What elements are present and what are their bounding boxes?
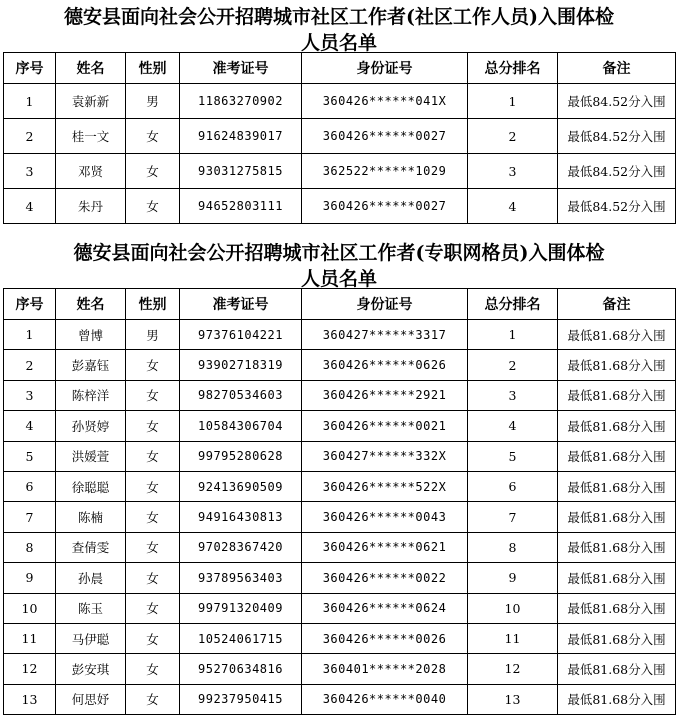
- cell-col-rank: 1: [468, 84, 558, 119]
- header-col-id-number: 身份证号: [302, 289, 468, 320]
- cell-col-gender: 女: [126, 154, 180, 189]
- cell-col-rank: 11: [468, 623, 558, 653]
- header-col-exam-number: 准考证号: [180, 289, 302, 320]
- cell-col-rank: 13: [468, 684, 558, 714]
- cell-col-seq: 13: [4, 684, 56, 714]
- cell-col-gender: 女: [126, 654, 180, 684]
- header-col-rank: 总分排名: [468, 53, 558, 84]
- cell-col-remark: 最低81.68分入围: [558, 320, 676, 350]
- cell-col-name: 徐聪聪: [56, 471, 126, 501]
- cell-col-name: 查倩雯: [56, 532, 126, 562]
- table-row: [4, 320, 676, 350]
- table-row: [4, 84, 676, 119]
- cell-col-remark: 最低81.68分入围: [558, 593, 676, 623]
- cell-col-exam-number: 95270634816: [180, 654, 302, 684]
- cell-col-remark: 最低81.68分入围: [558, 684, 676, 714]
- cell-col-rank: 3: [468, 154, 558, 189]
- cell-col-seq: 4: [4, 189, 56, 224]
- table-row: [4, 411, 676, 441]
- cell-col-name: 洪媛萱: [56, 441, 126, 471]
- cell-col-id-number: 360401******2028: [302, 654, 468, 684]
- cell-col-id-number: 360426******0043: [302, 502, 468, 532]
- cell-col-remark: 最低84.52分入围: [558, 84, 676, 119]
- cell-col-remark: 最低84.52分入围: [558, 119, 676, 154]
- cell-col-seq: 2: [4, 119, 56, 154]
- cell-col-id-number: 360426******2921: [302, 380, 468, 410]
- cell-col-rank: 6: [468, 471, 558, 501]
- header-col-seq: 序号: [4, 53, 56, 84]
- cell-col-id-number: 360426******041X: [302, 84, 468, 119]
- header-col-remark: 备注: [558, 289, 676, 320]
- header-col-name: 姓名: [56, 53, 126, 84]
- cell-col-seq: 5: [4, 441, 56, 471]
- header-col-rank: 总分排名: [468, 289, 558, 320]
- cell-col-seq: 12: [4, 654, 56, 684]
- cell-col-exam-number: 92413690509: [180, 471, 302, 501]
- cell-col-id-number: 360427******332X: [302, 441, 468, 471]
- header-col-id-number: 身份证号: [302, 53, 468, 84]
- cell-col-name: 彭嘉钰: [56, 350, 126, 380]
- cell-col-name: 何思妤: [56, 684, 126, 714]
- header-col-name: 姓名: [56, 289, 126, 320]
- candidate-table: [3, 52, 676, 224]
- cell-col-id-number: 360426******0026: [302, 623, 468, 653]
- cell-col-gender: 女: [126, 593, 180, 623]
- cell-col-exam-number: 10524061715: [180, 623, 302, 653]
- cell-col-exam-number: 97028367420: [180, 532, 302, 562]
- table-row: [4, 119, 676, 154]
- table-row: [4, 593, 676, 623]
- cell-col-exam-number: 98270534603: [180, 380, 302, 410]
- section-grid-workers: [0, 236, 678, 715]
- cell-col-gender: 女: [126, 471, 180, 501]
- cell-col-name: 彭安琪: [56, 654, 126, 684]
- section-title: [0, 0, 678, 52]
- cell-col-gender: 女: [126, 532, 180, 562]
- cell-col-seq: 7: [4, 502, 56, 532]
- candidate-table: [3, 288, 676, 715]
- cell-col-name: 袁新新: [56, 84, 126, 119]
- header-col-remark: 备注: [558, 53, 676, 84]
- cell-col-name: 马伊聪: [56, 623, 126, 653]
- cell-col-remark: 最低84.52分入围: [558, 189, 676, 224]
- cell-col-exam-number: 10584306704: [180, 411, 302, 441]
- table-body: [4, 320, 676, 715]
- cell-col-rank: 7: [468, 502, 558, 532]
- table-row: [4, 684, 676, 714]
- cell-col-name: 陈梓洋: [56, 380, 126, 410]
- cell-col-rank: 5: [468, 441, 558, 471]
- cell-col-exam-number: 99791320409: [180, 593, 302, 623]
- cell-col-remark: 最低81.68分入围: [558, 441, 676, 471]
- cell-col-id-number: 362522******1029: [302, 154, 468, 189]
- cell-col-name: 陈楠: [56, 502, 126, 532]
- cell-col-seq: 3: [4, 154, 56, 189]
- cell-col-gender: 女: [126, 684, 180, 714]
- title-line-2: 人员名单: [300, 268, 377, 288]
- table-row: [4, 502, 676, 532]
- cell-col-seq: 10: [4, 593, 56, 623]
- cell-col-remark: 最低81.68分入围: [558, 623, 676, 653]
- table-row: [4, 380, 676, 410]
- table-row: [4, 189, 676, 224]
- cell-col-gender: 女: [126, 350, 180, 380]
- cell-col-remark: 最低81.68分入围: [558, 350, 676, 380]
- cell-col-remark: 最低81.68分入围: [558, 563, 676, 593]
- cell-col-rank: 10: [468, 593, 558, 623]
- title-line-1: 德安县面向社会公开招聘城市社区工作者(专职网格员)入围体检: [73, 242, 605, 264]
- table-row: [4, 623, 676, 653]
- cell-col-remark: 最低81.68分入围: [558, 380, 676, 410]
- cell-col-id-number: 360426******0624: [302, 593, 468, 623]
- cell-col-name: 桂一文: [56, 119, 126, 154]
- cell-col-seq: 8: [4, 532, 56, 562]
- cell-col-exam-number: 94916430813: [180, 502, 302, 532]
- table-header-row: [4, 289, 676, 320]
- cell-col-rank: 4: [468, 189, 558, 224]
- table-row: [4, 471, 676, 501]
- title-line-1: 德安县面向社会公开招聘城市社区工作者(社区工作人员)入围体检: [64, 6, 614, 28]
- table-row: [4, 654, 676, 684]
- table-row: [4, 563, 676, 593]
- header-col-exam-number: 准考证号: [180, 53, 302, 84]
- cell-col-id-number: 360426******522X: [302, 471, 468, 501]
- cell-col-exam-number: 93789563403: [180, 563, 302, 593]
- cell-col-id-number: 360426******0621: [302, 532, 468, 562]
- cell-col-id-number: 360426******0021: [302, 411, 468, 441]
- cell-col-seq: 11: [4, 623, 56, 653]
- cell-col-gender: 女: [126, 502, 180, 532]
- cell-col-rank: 8: [468, 532, 558, 562]
- cell-col-name: 曾博: [56, 320, 126, 350]
- cell-col-exam-number: 93031275815: [180, 154, 302, 189]
- cell-col-remark: 最低84.52分入围: [558, 154, 676, 189]
- cell-col-gender: 女: [126, 119, 180, 154]
- cell-col-gender: 男: [126, 320, 180, 350]
- cell-col-gender: 女: [126, 441, 180, 471]
- cell-col-remark: 最低81.68分入围: [558, 502, 676, 532]
- cell-col-exam-number: 99795280628: [180, 441, 302, 471]
- section-community-workers: [0, 0, 678, 224]
- cell-col-gender: 女: [126, 623, 180, 653]
- cell-col-rank: 2: [468, 119, 558, 154]
- cell-col-gender: 女: [126, 380, 180, 410]
- cell-col-remark: 最低81.68分入围: [558, 654, 676, 684]
- cell-col-gender: 男: [126, 84, 180, 119]
- header-col-seq: 序号: [4, 289, 56, 320]
- cell-col-id-number: 360426******0040: [302, 684, 468, 714]
- cell-col-seq: 2: [4, 350, 56, 380]
- cell-col-gender: 女: [126, 563, 180, 593]
- cell-col-remark: 最低81.68分入围: [558, 532, 676, 562]
- cell-col-seq: 6: [4, 471, 56, 501]
- cell-col-rank: 4: [468, 411, 558, 441]
- cell-col-name: 孙晨: [56, 563, 126, 593]
- cell-col-name: 朱丹: [56, 189, 126, 224]
- table-row: [4, 350, 676, 380]
- header-col-gender: 性别: [126, 289, 180, 320]
- cell-col-gender: 女: [126, 411, 180, 441]
- cell-col-remark: 最低81.68分入围: [558, 411, 676, 441]
- cell-col-remark: 最低81.68分入围: [558, 471, 676, 501]
- cell-col-exam-number: 99237950415: [180, 684, 302, 714]
- cell-col-rank: 12: [468, 654, 558, 684]
- table-row: [4, 154, 676, 189]
- cell-col-rank: 3: [468, 380, 558, 410]
- cell-col-id-number: 360426******0626: [302, 350, 468, 380]
- cell-col-id-number: 360426******0022: [302, 563, 468, 593]
- cell-col-exam-number: 94652803111: [180, 189, 302, 224]
- cell-col-exam-number: 93902718319: [180, 350, 302, 380]
- cell-col-name: 孙贤婷: [56, 411, 126, 441]
- cell-col-rank: 1: [468, 320, 558, 350]
- cell-col-id-number: 360427******3317: [302, 320, 468, 350]
- table-body: [4, 84, 676, 224]
- header-col-gender: 性别: [126, 53, 180, 84]
- cell-col-seq: 3: [4, 380, 56, 410]
- table-header-row: [4, 53, 676, 84]
- cell-col-name: 陈玉: [56, 593, 126, 623]
- cell-col-seq: 9: [4, 563, 56, 593]
- cell-col-id-number: 360426******0027: [302, 189, 468, 224]
- cell-col-exam-number: 97376104221: [180, 320, 302, 350]
- cell-col-rank: 2: [468, 350, 558, 380]
- cell-col-gender: 女: [126, 189, 180, 224]
- table-row: [4, 532, 676, 562]
- cell-col-exam-number: 11863270902: [180, 84, 302, 119]
- cell-col-id-number: 360426******0027: [302, 119, 468, 154]
- cell-col-name: 邓贤: [56, 154, 126, 189]
- cell-col-exam-number: 91624839017: [180, 119, 302, 154]
- title-line-2: 人员名单: [300, 32, 377, 52]
- section-title: [0, 236, 678, 288]
- table-row: [4, 441, 676, 471]
- cell-col-seq: 4: [4, 411, 56, 441]
- cell-col-seq: 1: [4, 320, 56, 350]
- cell-col-seq: 1: [4, 84, 56, 119]
- cell-col-rank: 9: [468, 563, 558, 593]
